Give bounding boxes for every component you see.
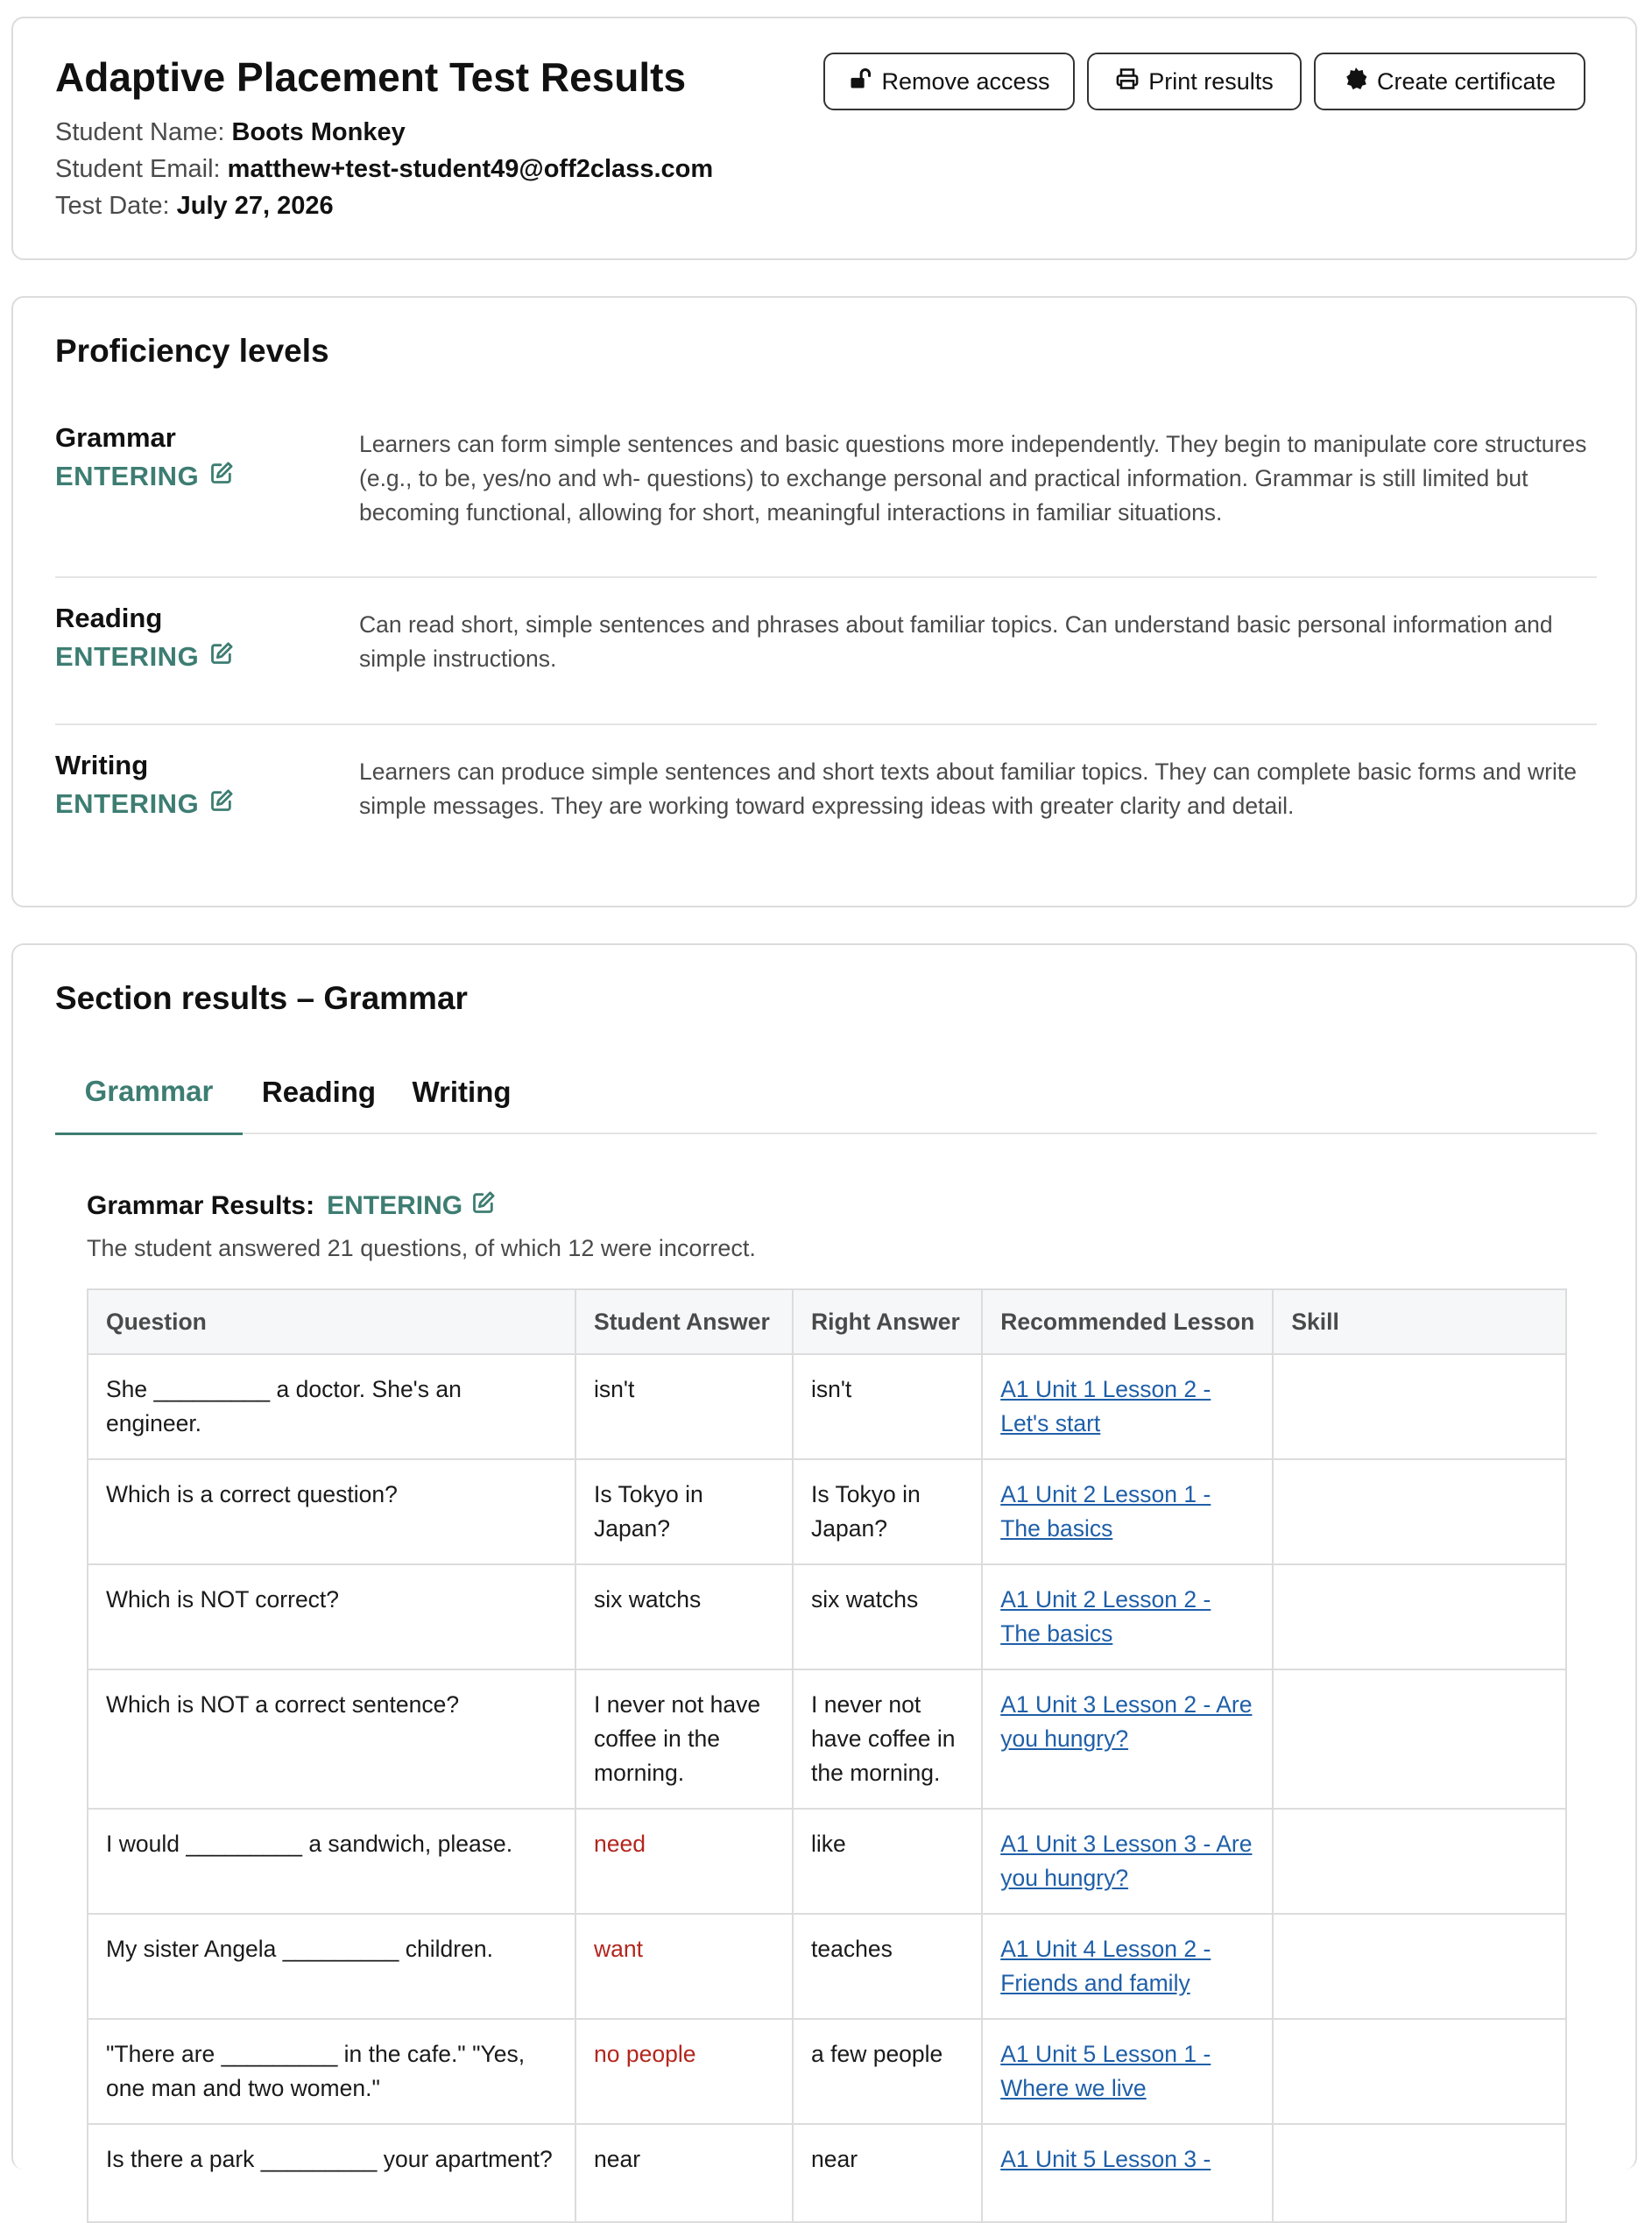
student-answer-cell: I never not have coffee in the morning.: [575, 1669, 793, 1809]
proficiency-row-writing: [55, 750, 1597, 837]
proficiency-description: Can read short, simple sentences and phrases about familiar topics. Can understand basic personal information and simple instructions.: [359, 611, 1553, 672]
remove-access-button[interactable]: [823, 53, 1075, 110]
printer-icon: [1115, 67, 1140, 97]
right-answer-cell: isn't: [793, 1354, 982, 1459]
edit-icon[interactable]: [209, 641, 234, 673]
lesson-cell: [982, 1914, 1273, 2019]
create-certificate-label: Create certificate: [1376, 67, 1557, 95]
lesson-link[interactable]: A1 Unit 2 Lesson 1 - The basics: [1000, 1481, 1211, 1542]
table-row: [88, 2124, 1566, 2222]
divider: [55, 723, 1597, 725]
right-answer-cell: six watchs: [793, 1564, 982, 1669]
proficiency-level-value: ENTERING: [55, 788, 200, 819]
proficiency-level: [55, 788, 234, 820]
tab-writing[interactable]: Writing: [412, 1076, 512, 1108]
proficiency-card: [11, 296, 1637, 907]
test-date-label: Test Date:: [55, 192, 170, 220]
results-summary: The student answered 21 questions, of which 12 were incorrect.: [87, 1235, 756, 1261]
column-header-recommended-lesson: Recommended Lesson: [982, 1289, 1273, 1354]
skill-cell: [1273, 1669, 1566, 1809]
header-card: [11, 17, 1637, 260]
right-answer-cell: a few people: [793, 2019, 982, 2124]
column-header-right-answer: Right Answer: [793, 1289, 982, 1354]
proficiency-description: Learners can form simple sentences and basic questions more independently. They begin to manipulate core structures (e.g., to be, yes/no and wh- questions) to exchange personal and practical information. Grammar is still limited but becoming functional, allowing for short, meaningful interactions in familiar situations.: [359, 431, 1587, 526]
student-name-line: [55, 118, 406, 147]
question-cell: "There are _________ in the cafe." "Yes, one man and two women.": [88, 2019, 575, 2124]
skill-cell: [1273, 1914, 1566, 2019]
proficiency-description: Learners can produce simple sentences and short texts about familiar topics. They can complete basic forms and write simple messages. They are working toward expressing ideas with greater clarity and detail.: [359, 759, 1577, 819]
create-certificate-button[interactable]: [1314, 53, 1585, 110]
right-answer-cell: like: [793, 1809, 982, 1914]
table-row: [88, 1354, 1566, 1459]
results-label: Grammar Results:: [87, 1191, 315, 1220]
tab-grammar[interactable]: Grammar: [55, 1050, 243, 1135]
column-header-question: Question: [88, 1289, 575, 1354]
results-level: [327, 1190, 496, 1222]
question-cell: Which is a correct question?: [88, 1459, 575, 1564]
skill-cell: [1273, 1809, 1566, 1914]
proficiency-level-value: ENTERING: [55, 461, 200, 491]
table-row: [88, 1914, 1566, 2019]
table-row: [88, 1564, 1566, 1669]
proficiency-row-grammar: [55, 422, 1597, 536]
student-answer-cell: Is Tokyo in Japan?: [575, 1459, 793, 1564]
lesson-cell: [982, 1459, 1273, 1564]
student-email-line: [55, 155, 713, 184]
lesson-cell: [982, 1809, 1273, 1914]
results-table: [87, 1288, 1567, 2223]
right-answer-cell: Is Tokyo in Japan?: [793, 1459, 982, 1564]
table-row: [88, 1669, 1566, 1809]
student-name: Boots Monkey: [231, 118, 406, 146]
question-cell: She _________ a doctor. She's an engineer.: [88, 1354, 575, 1459]
lesson-link[interactable]: A1 Unit 3 Lesson 2 - Are you hungry?: [1000, 1691, 1253, 1752]
proficiency-skill: Grammar: [55, 422, 176, 453]
lesson-cell: [982, 1669, 1273, 1809]
student-answer-cell: isn't: [575, 1354, 793, 1459]
right-answer-cell: near: [793, 2124, 982, 2222]
right-answer-cell: I never not have coffee in the morning.: [793, 1669, 982, 1809]
results-heading: [87, 1190, 496, 1222]
table-row: [88, 2019, 1566, 2124]
proficiency-level: [55, 461, 234, 492]
lesson-link[interactable]: A1 Unit 1 Lesson 2 - Let's start: [1000, 1376, 1211, 1436]
edit-icon[interactable]: [209, 788, 234, 820]
page-title: Adaptive Placement Test Results: [55, 54, 687, 100]
lesson-link[interactable]: A1 Unit 4 Lesson 2 - Friends and family: [1000, 1936, 1211, 1996]
skill-cell: [1273, 1354, 1566, 1459]
lesson-cell: [982, 2124, 1273, 2222]
table-row: [88, 1809, 1566, 1914]
student-answer-cell: six watchs: [575, 1564, 793, 1669]
tab-reading[interactable]: Reading: [261, 1076, 377, 1108]
lesson-link[interactable]: A1 Unit 5 Lesson 3 -: [1000, 2146, 1211, 2172]
edit-icon[interactable]: [471, 1190, 496, 1222]
student-name-label: Student Name:: [55, 118, 225, 146]
student-email: matthew+test-student49@off2class.com: [227, 155, 714, 183]
edit-icon[interactable]: [209, 461, 234, 492]
lesson-link[interactable]: A1 Unit 5 Lesson 1 - Where we live: [1000, 2041, 1211, 2101]
print-results-label: Print results: [1148, 67, 1274, 95]
results-level-value: ENTERING: [327, 1191, 463, 1220]
proficiency-level-value: ENTERING: [55, 641, 200, 672]
table-row: [88, 1459, 1566, 1564]
certificate-badge-icon: [1344, 67, 1368, 97]
column-header-student-answer: Student Answer: [575, 1289, 793, 1354]
table-header-row: [88, 1289, 1566, 1354]
right-answer-cell: teaches: [793, 1914, 982, 2019]
question-cell: I would _________ a sandwich, please.: [88, 1809, 575, 1914]
test-date-line: [55, 192, 334, 221]
section-tabs: [55, 1050, 1597, 1134]
question-cell: Which is NOT correct?: [88, 1564, 575, 1669]
section-results-card: [11, 943, 1637, 2170]
lesson-cell: [982, 1354, 1273, 1459]
print-results-button[interactable]: [1087, 53, 1302, 110]
student-answer-cell-incorrect: need: [575, 1809, 793, 1914]
lesson-cell: [982, 2019, 1273, 2124]
test-date: July 27, 2026: [176, 192, 334, 220]
student-answer-cell-incorrect: want: [575, 1914, 793, 2019]
proficiency-title: Proficiency levels: [55, 333, 329, 369]
lesson-link[interactable]: A1 Unit 3 Lesson 3 - Are you hungry?: [1000, 1831, 1253, 1891]
column-header-skill: Skill: [1273, 1289, 1566, 1354]
question-cell: Is there a park _________ your apartment?: [88, 2124, 575, 2222]
student-answer-cell-incorrect: no people: [575, 2019, 793, 2124]
lesson-cell: [982, 1564, 1273, 1669]
section-results-title: Section results – Grammar: [55, 980, 468, 1016]
student-email-label: Student Email:: [55, 155, 221, 183]
skill-cell: [1273, 1459, 1566, 1564]
remove-access-label: Remove access: [881, 67, 1050, 95]
unlock-icon: [848, 67, 872, 97]
student-answer-cell: near: [575, 2124, 793, 2222]
question-cell: Which is NOT a correct sentence?: [88, 1669, 575, 1809]
skill-cell: [1273, 2124, 1566, 2222]
proficiency-row-reading: [55, 603, 1597, 690]
question-cell: My sister Angela _________ children.: [88, 1914, 575, 2019]
proficiency-skill: Reading: [55, 603, 163, 633]
proficiency-level: [55, 641, 234, 673]
skill-cell: [1273, 2019, 1566, 2124]
skill-cell: [1273, 1564, 1566, 1669]
proficiency-skill: Writing: [55, 750, 149, 780]
lesson-link[interactable]: A1 Unit 2 Lesson 2 - The basics: [1000, 1586, 1211, 1647]
divider: [55, 576, 1597, 578]
